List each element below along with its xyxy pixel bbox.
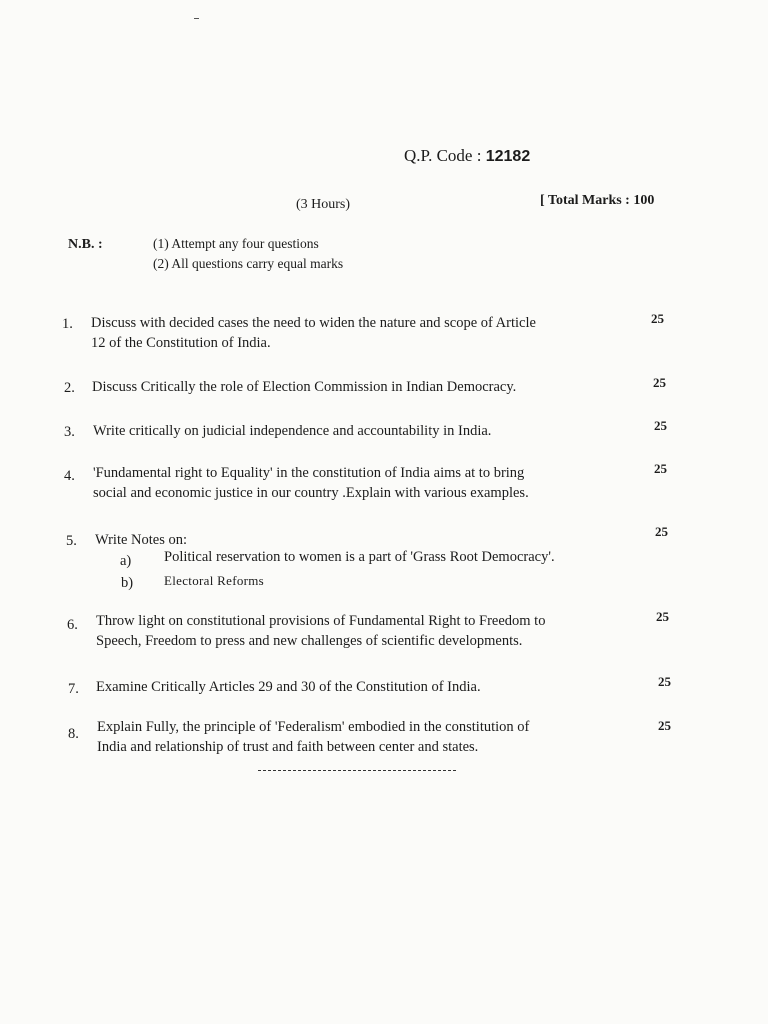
question-number: 7. xyxy=(68,681,79,697)
question-text xyxy=(91,313,636,353)
question-line: Discuss with decided cases the need to widen the nature and scope of Article xyxy=(91,315,536,331)
qp-code-number: 12182 xyxy=(485,148,531,165)
question-text xyxy=(97,717,529,757)
question-number: 2. xyxy=(64,380,75,396)
nb-label: N.B. : xyxy=(68,237,103,252)
question-number: 8. xyxy=(68,726,79,742)
question-line: Speech, Freedom to press and new challenges of scientific developments. xyxy=(96,633,523,649)
question-line: Examine Critically Articles 29 and 30 of the Constitution of India. xyxy=(96,679,481,695)
question-number: 5. xyxy=(66,533,77,549)
question-line: Throw light on constitutional provisions of Fundamental Right to Freedom to xyxy=(96,613,546,629)
question-number: 6. xyxy=(67,617,78,633)
question-line: Write Notes on: xyxy=(95,532,188,548)
qp-code-label: Q.P. Code : xyxy=(404,146,482,165)
question-marks: 25 xyxy=(655,524,668,539)
question-marks: 25 xyxy=(658,718,671,733)
end-divider xyxy=(258,770,456,771)
subpart-text: Political reservation to women is a part of 'Grass Root Democracy'. xyxy=(164,549,555,565)
qp-code xyxy=(404,146,530,166)
question-line: India and relationship of trust and faith between center and states. xyxy=(97,739,479,755)
question-text xyxy=(96,611,545,651)
question-text xyxy=(93,463,529,503)
question-marks: 25 xyxy=(656,609,669,624)
question-marks: 25 xyxy=(653,375,666,390)
question-marks: 25 xyxy=(651,311,664,326)
question-line: Explain Fully, the principle of 'Federalism' embodied in the constitution of xyxy=(97,719,530,735)
question-marks: 25 xyxy=(658,674,671,689)
total-marks: [ Total Marks : 100 xyxy=(540,193,655,208)
scan-speck xyxy=(194,18,199,19)
question-text xyxy=(92,377,516,397)
subpart-label: a) xyxy=(120,553,132,569)
question-line: 'Fundamental right to Equality' in the constitution of India aims at to bring xyxy=(93,465,525,481)
question-line: 12 of the Constitution of India. xyxy=(91,335,271,351)
question-line: Write critically on judicial independence and accountability in India. xyxy=(93,423,492,439)
subpart-label: b) xyxy=(121,575,134,591)
question-text xyxy=(93,421,491,441)
question-marks: 25 xyxy=(654,461,667,476)
instruction-item: (2) All questions carry equal marks xyxy=(153,256,344,271)
question-number: 4. xyxy=(64,468,75,484)
question-text xyxy=(95,530,187,550)
question-number: 3. xyxy=(64,424,75,440)
instruction-item: (1) Attempt any four questions xyxy=(153,236,319,251)
question-line: social and economic justice in our country .Explain with various examples. xyxy=(93,485,529,501)
exam-duration: (3 Hours) xyxy=(296,197,351,212)
question-marks: 25 xyxy=(654,418,667,433)
question-line: Discuss Critically the role of Election Commission in Indian Democracy. xyxy=(92,379,517,395)
question-number: 1. xyxy=(62,316,73,332)
subpart-text: Electoral Reforms xyxy=(164,573,265,588)
question-text xyxy=(96,677,481,697)
